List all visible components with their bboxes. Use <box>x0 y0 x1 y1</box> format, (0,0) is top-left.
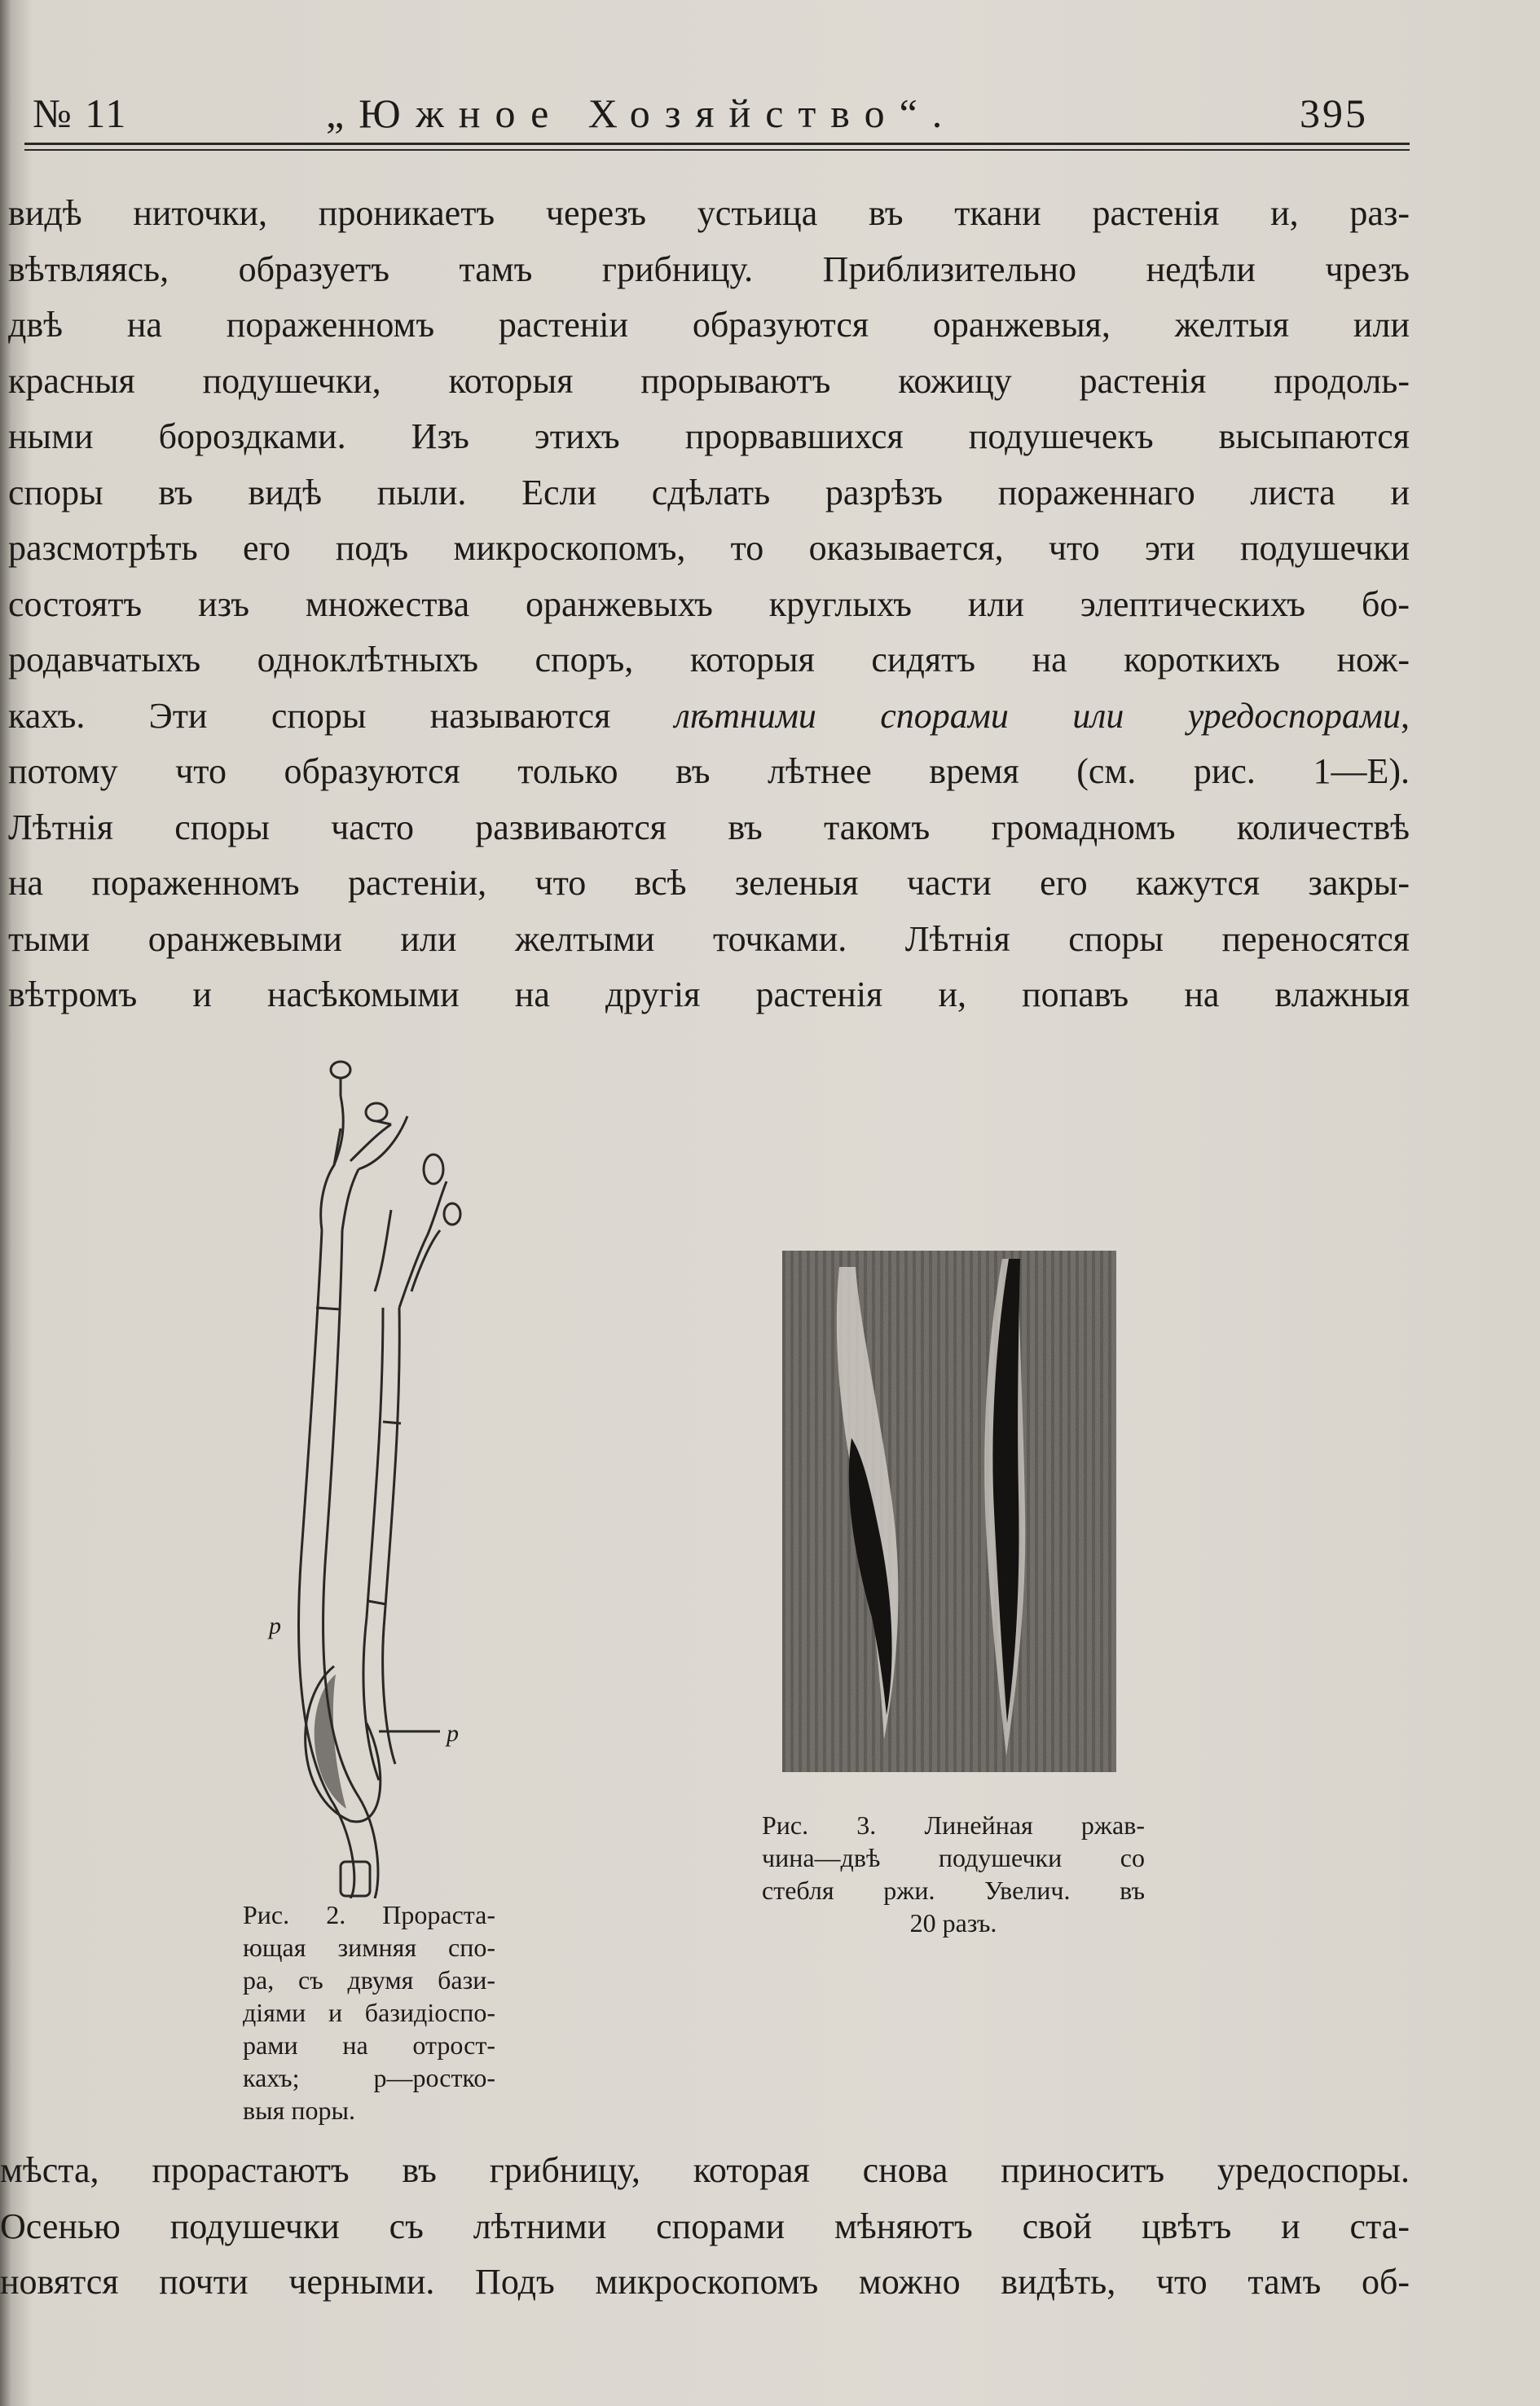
caption-line: ра, съ двумя бази- <box>243 1965 495 1995</box>
text-line: двѣ на пораженномъ растеніи образуются оранжевыя, желтыя или <box>8 305 1410 345</box>
text-line: состоятъ изъ множества оранжевыхъ круглыхъ или элептическихъ бо- <box>8 583 1410 624</box>
caption-line: кахъ; р—ростко- <box>243 2063 495 2092</box>
text-line: ными бороздками. Изъ этихъ прорвавшихся подушечекъ высыпаются <box>8 416 1410 456</box>
figure-3-rust-stem-photo <box>782 1251 1116 1772</box>
page-number: 395 <box>1300 90 1368 136</box>
header-rule <box>24 143 1410 145</box>
caption-line: 20 разъ. <box>909 1908 997 1938</box>
text-line: родавчатыхъ одноклѣтныхъ споръ, которыя сидятъ на короткихъ нож- <box>8 640 1410 680</box>
caption-line: ющая зимняя спо- <box>243 1933 495 1962</box>
text-line: потому что образуются только въ лѣтнее время (см. рис. 1—Е). <box>8 751 1410 791</box>
text-line: красныя подушечки, которыя прорываютъ кожицу растенія продоль- <box>8 360 1410 401</box>
caption-line: выя поры. <box>243 2096 355 2125</box>
body-text-top <box>8 186 1410 1023</box>
text-line: тыми оранжевыми или желтыми точками. Лѣтнія споры переносятся <box>8 918 1410 959</box>
text-line: разсмотрѣть его подъ микроскопомъ, то оказывается, что эти подушечки <box>8 528 1410 568</box>
caption-line: Рис. 3. Линейная ржав- <box>762 1810 1145 1840</box>
text-line: вѣтвляясь, образуетъ тамъ грибницу. Приблизительно недѣли чрезъ <box>8 249 1410 289</box>
text-line: на пораженномъ растеніи, что всѣ зеленыя части его кажутся закры- <box>8 863 1410 903</box>
text-line: мѣста, прорастаютъ въ грибницу, которая снова приноситъ уредоспоры. <box>0 2150 1410 2190</box>
text-line: вѣтромъ и насѣкомыми на другія растенія и, попавъ на влажныя <box>8 974 1410 1014</box>
text-line: споры въ видѣ пыли. Если сдѣлать разрѣзъ пораженнаго листа и <box>8 472 1410 512</box>
figure-2-caption <box>243 1898 495 2127</box>
text-line: новятся почти черными. Подъ микроскопомъ можно видѣть, что тамъ об- <box>0 2262 1410 2302</box>
caption-line: чина—двѣ подушечки со <box>762 1843 1145 1872</box>
figure-3-caption <box>762 1809 1145 1939</box>
text-line: Осенью подушечки съ лѣтними спорами мѣняютъ свой цвѣтъ и ста- <box>0 2206 1410 2246</box>
caption-line: рами на отрост- <box>243 2030 495 2060</box>
caption-line: стебля ржи. Увелич. въ <box>762 1876 1145 1905</box>
text-run: , <box>1400 695 1410 736</box>
italic-term: лѣтними спорами или уредоспорами <box>674 695 1401 736</box>
caption-line: діями и базидіоспо- <box>243 1998 495 2027</box>
page-header <box>33 81 1418 139</box>
figure-2-label-p-right: p <box>447 1720 459 1747</box>
text-line: видѣ ниточки, проникаетъ черезъ устьица въ ткани растенія и, раз- <box>8 193 1410 233</box>
text-run: кахъ. Эти споры называются <box>8 695 675 736</box>
text-line: Лѣтнія споры часто развиваются въ такомъ громадномъ количествѣ <box>8 807 1410 847</box>
text-line-with-italic <box>8 688 1410 745</box>
figure-2-spore-drawing <box>244 1047 473 1898</box>
journal-title: „Южное Хозяйство“. <box>326 90 957 136</box>
caption-line: Рис. 2. Прораста- <box>243 1900 495 1929</box>
body-text-bottom <box>0 2143 1410 2311</box>
issue-number: № 11 <box>33 90 128 136</box>
figure-2-label-p-left: p <box>269 1612 281 1639</box>
header-rule-thin <box>24 149 1410 151</box>
